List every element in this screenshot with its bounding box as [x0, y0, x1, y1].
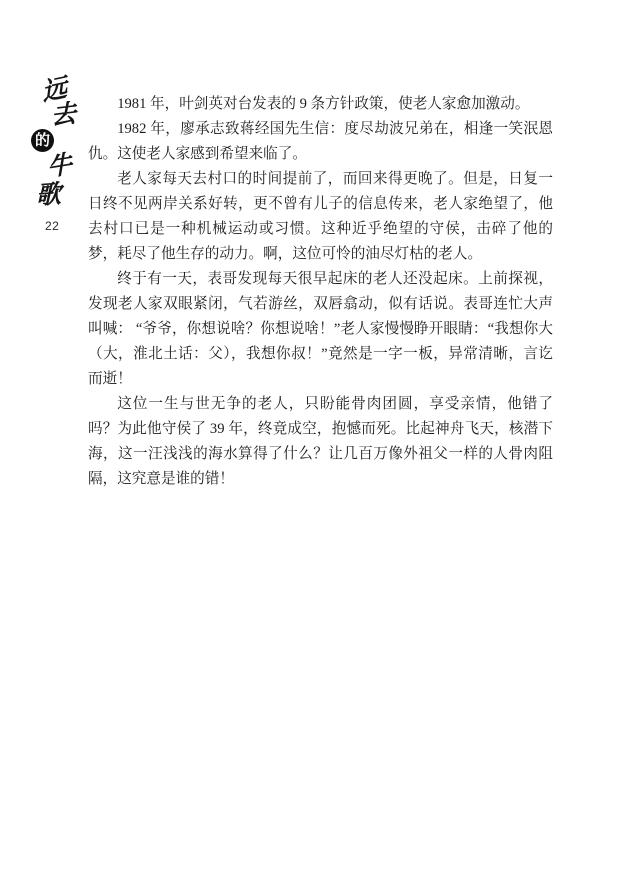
title-char: 远 — [40, 72, 69, 107]
paragraph: 1982 年，廖承志致蒋经国先生信：度尽劫波兄弟在，相逢一笑泯恩仇。这使老人家感到希望来临了。 — [88, 121, 553, 162]
paragraph: 这位一生与世无争的老人，只盼能骨肉团圆，享受亲情，他错了吗？为此他守侯了 39 年，终竟成空，抱憾而死。比起神舟飞天，核潜下海，这一汪浅浅的海水算得了什么？让几百万像外祖父一样的人骨肉阻隔，这究意是谁的错！ — [88, 396, 553, 487]
paragraph: 老人家每天去村口的时间提前了，而回来得更晚了。但是，日复一日终不见两岸关系好转，更不曾有儿子的信息传来，老人家绝望了，他去村口已是一种机械运动或习惯。这种近乎绝望的守侯，击碎了他的梦，耗尽了他生存的动力。啊，这位可怜的油尽灯枯的老人。 — [88, 171, 553, 262]
title-char: 去 — [50, 98, 77, 131]
page-text — [88, 92, 553, 492]
paragraph: 终于有一天，表哥发现每天很早起床的老人还没起床。上前探视，发现老人家双眼紧闭，气若游丝，双唇翕动，似有话说。表哥连忙大声叫喊： “爷爷，你想说啥？你想说啥！”老人家慢慢睁开眼睛：“我想你大（大，淮北土话：父），我想你叔！”竟然是一字一板，异常清晰，言讫而逝！ — [88, 271, 553, 387]
page-number: 22 — [45, 219, 60, 233]
paragraph: 1981 年，叶剑英对台发表的 9 条方针政策，使老人家愈加激动。 — [117, 96, 530, 112]
title-char: 歌 — [35, 179, 62, 210]
title-char-circled: 的 — [31, 129, 54, 152]
title-char: 牛 — [46, 149, 73, 182]
book-title-calligraphy — [30, 72, 84, 210]
